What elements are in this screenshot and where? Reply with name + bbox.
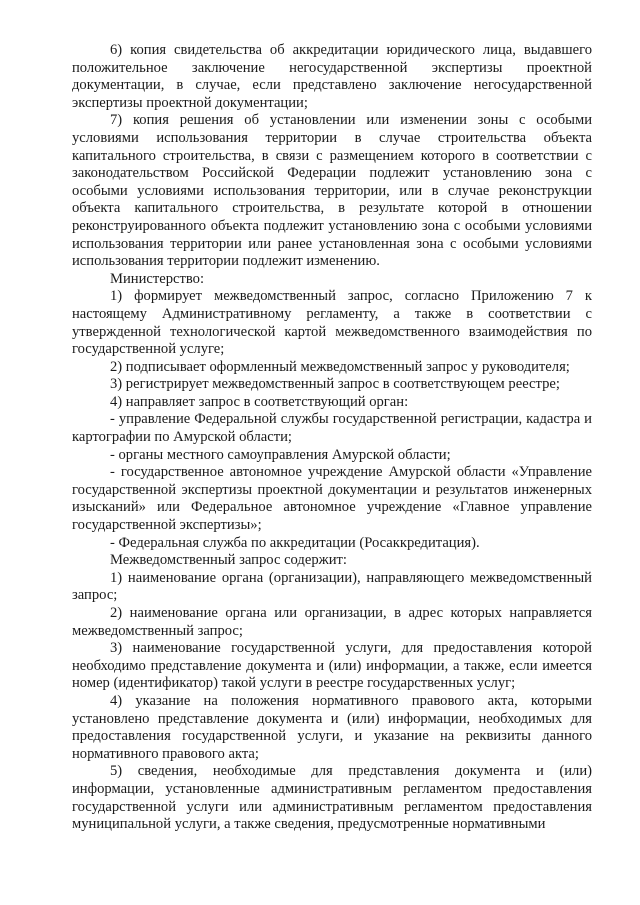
document-page: [72, 42, 592, 834]
paragraph-recipient-local: - органы местного самоуправления Амурской области;: [110, 446, 451, 463]
paragraph-ministry-2: 2) подписывает оформленный межведомственный запрос у руководителя;: [110, 358, 570, 375]
paragraph-request-3: 3) наименование государственной услуги, для предоставления которой необходимо представление документа и (или) информации, а также, если имеется номер (идентификатор) такой услуги в реестре государственных услуг;: [72, 640, 592, 692]
paragraph-recipient-expertise: - государственное автономное учреждение Амурской области «Управление государственной экспертизы проектной документации и результатов инженерных изысканий» или Федеральное автономное учреждение «Главное управление государственной экспертизы»;: [72, 464, 592, 534]
paragraph-ministry-heading: Министерство:: [110, 270, 205, 287]
paragraph-recipient-accreditation: - Федеральная служба по аккредитации (Росаккредитация).: [110, 534, 480, 551]
paragraph-ministry-1: 1) формирует межведомственный запрос, согласно Приложению 7 к настоящему Административному регламенту, а также в соответствии с утвержденной технологической картой межведомственного взаимодействия по государственной услуге;: [72, 288, 592, 358]
paragraph-item-6: 6) копия свидетельства об аккредитации юридического лица, выдавшего положительное заключение негосударственной экспертизы проектной документации, в случае, если представлено заключение негосударственной экспертизы проектной документации;: [72, 42, 592, 111]
paragraph-request-5: 5) сведения, необходимые для представления документа и (или) информации, установленные административным регламентом предоставления государственной услуги или административным регламентом предоставления муниципальной услуги, а также сведения, предусмотренные нормативными: [72, 763, 592, 833]
paragraph-request-2: 2) наименование органа или организации, в адрес которых направляется межведомственный запрос;: [72, 605, 592, 639]
paragraph-recipient-rosreestr: - управление Федеральной службы государственной регистрации, кадастра и картографии по Амурской области;: [72, 411, 592, 446]
paragraph-request-4: 4) указание на положения нормативного правового акта, которыми установлено представление документа и (или) информации, необходимых для предоставления государственной услуги, и указание на реквизиты данного нормативного правового акта;: [72, 692, 592, 762]
paragraph-item-7: 7) копия решения об установлении или изменении зоны с особыми условиями использования территории в случае строительства объекта капитального строительства, в связи с размещением которого в соответствии с законодательством Российской Федерации подлежит установлению зона с особыми условиями использования территории, или в случае реконструкции объекта капитального строительства, в результате которой в отношении реконструированного объекта подлежит установлению зона с особыми условиями использования территории или ранее установленная зона с особыми условиями использования территории подлежит изменению.: [72, 112, 592, 270]
paragraph-request-1: 1) наименование органа (организации), направляющего межведомственный запрос;: [72, 569, 592, 604]
paragraph-ministry-3: 3) регистрирует межведомственный запрос в соответствующем реестре;: [110, 376, 560, 393]
paragraph-request-contents-heading: Межведомственный запрос содержит:: [110, 552, 347, 569]
paragraph-ministry-4: 4) направляет запрос в соответствующий орган:: [110, 393, 409, 410]
